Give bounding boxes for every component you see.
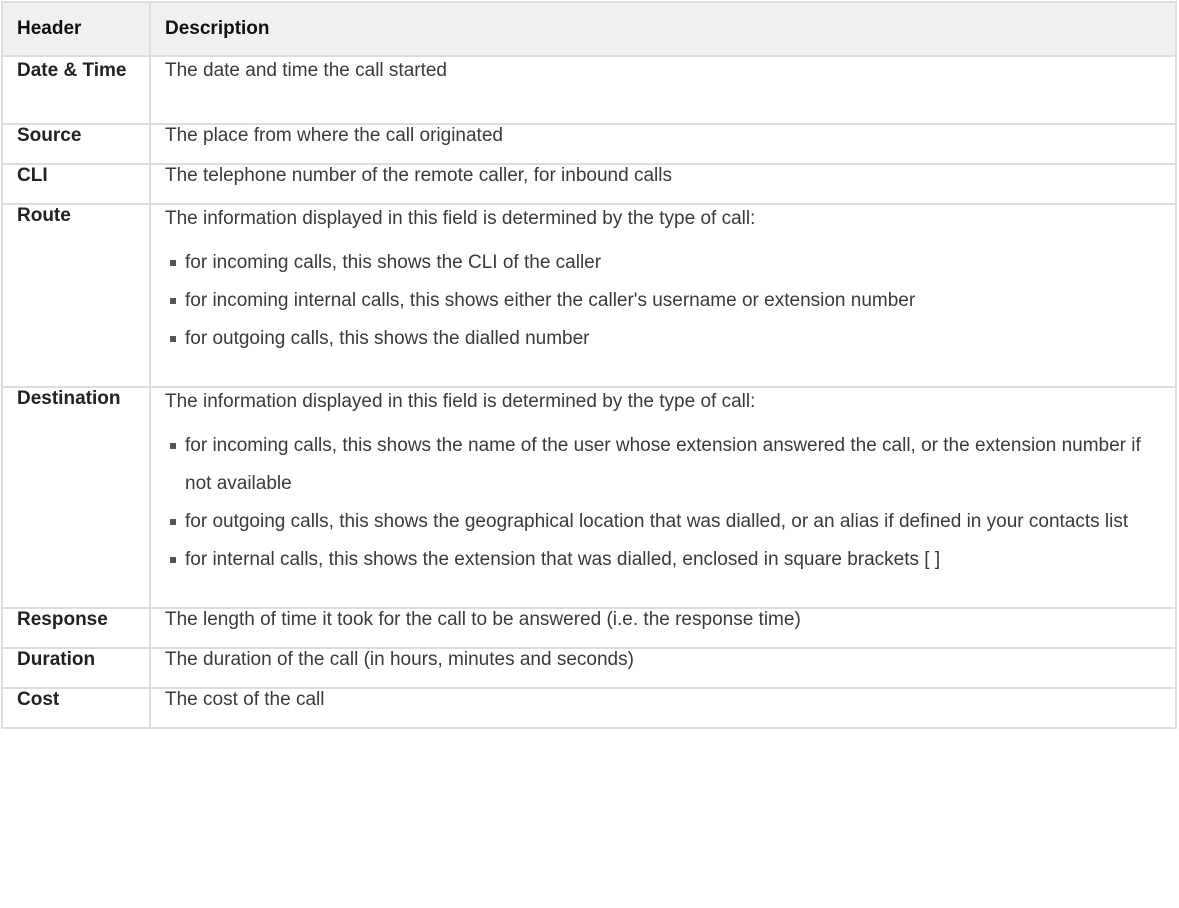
table-row	[2, 608, 1176, 648]
column-header-header: Header	[2, 2, 150, 56]
row-description	[150, 204, 1176, 387]
row-description: The date and time the call started	[150, 56, 1176, 124]
row-label: Date & Time	[2, 56, 150, 124]
row-description: The telephone number of the remote caller, for inbound calls	[150, 164, 1176, 204]
row-label: Cost	[2, 688, 150, 728]
row-label: Destination	[2, 387, 150, 608]
list-item: for outgoing calls, this shows the geographical location that was dialled, or an alias if defined in your contacts list	[165, 503, 1161, 541]
bullet-list	[165, 427, 1161, 607]
table-row	[2, 56, 1176, 124]
table-row	[2, 387, 1176, 608]
list-item: for incoming calls, this shows the name of the user whose extension answered the call, or the extension number if not available	[165, 427, 1161, 503]
column-header-description: Description	[150, 2, 1176, 56]
row-label: Duration	[2, 648, 150, 688]
list-item: for outgoing calls, this shows the dialled number	[165, 320, 1161, 358]
list-item: for internal calls, this shows the extension that was dialled, enclosed in square brackets [ ]	[165, 541, 1161, 579]
list-item: for incoming calls, this shows the CLI of the caller	[165, 244, 1161, 282]
table-row	[2, 688, 1176, 728]
row-label: Source	[2, 124, 150, 164]
list-item: for incoming internal calls, this shows either the caller's username or extension number	[165, 282, 1161, 320]
description-intro: The information displayed in this field is determined by the type of call:	[165, 208, 756, 229]
table-row	[2, 204, 1176, 387]
row-label: Route	[2, 204, 150, 387]
row-description: The duration of the call (in hours, minutes and seconds)	[150, 648, 1176, 688]
row-description: The length of time it took for the call to be answered (i.e. the response time)	[150, 608, 1176, 648]
table-row	[2, 124, 1176, 164]
row-description: The place from where the call originated	[150, 124, 1176, 164]
bullet-list	[165, 244, 1161, 386]
call-fields-table	[1, 1, 1177, 729]
table-row	[2, 648, 1176, 688]
row-description	[150, 387, 1176, 608]
row-label: CLI	[2, 164, 150, 204]
description-intro: The information displayed in this field is determined by the type of call:	[165, 391, 756, 412]
row-label: Response	[2, 608, 150, 648]
table-row	[2, 164, 1176, 204]
table-header-row	[2, 2, 1176, 56]
row-description: The cost of the call	[150, 688, 1176, 728]
